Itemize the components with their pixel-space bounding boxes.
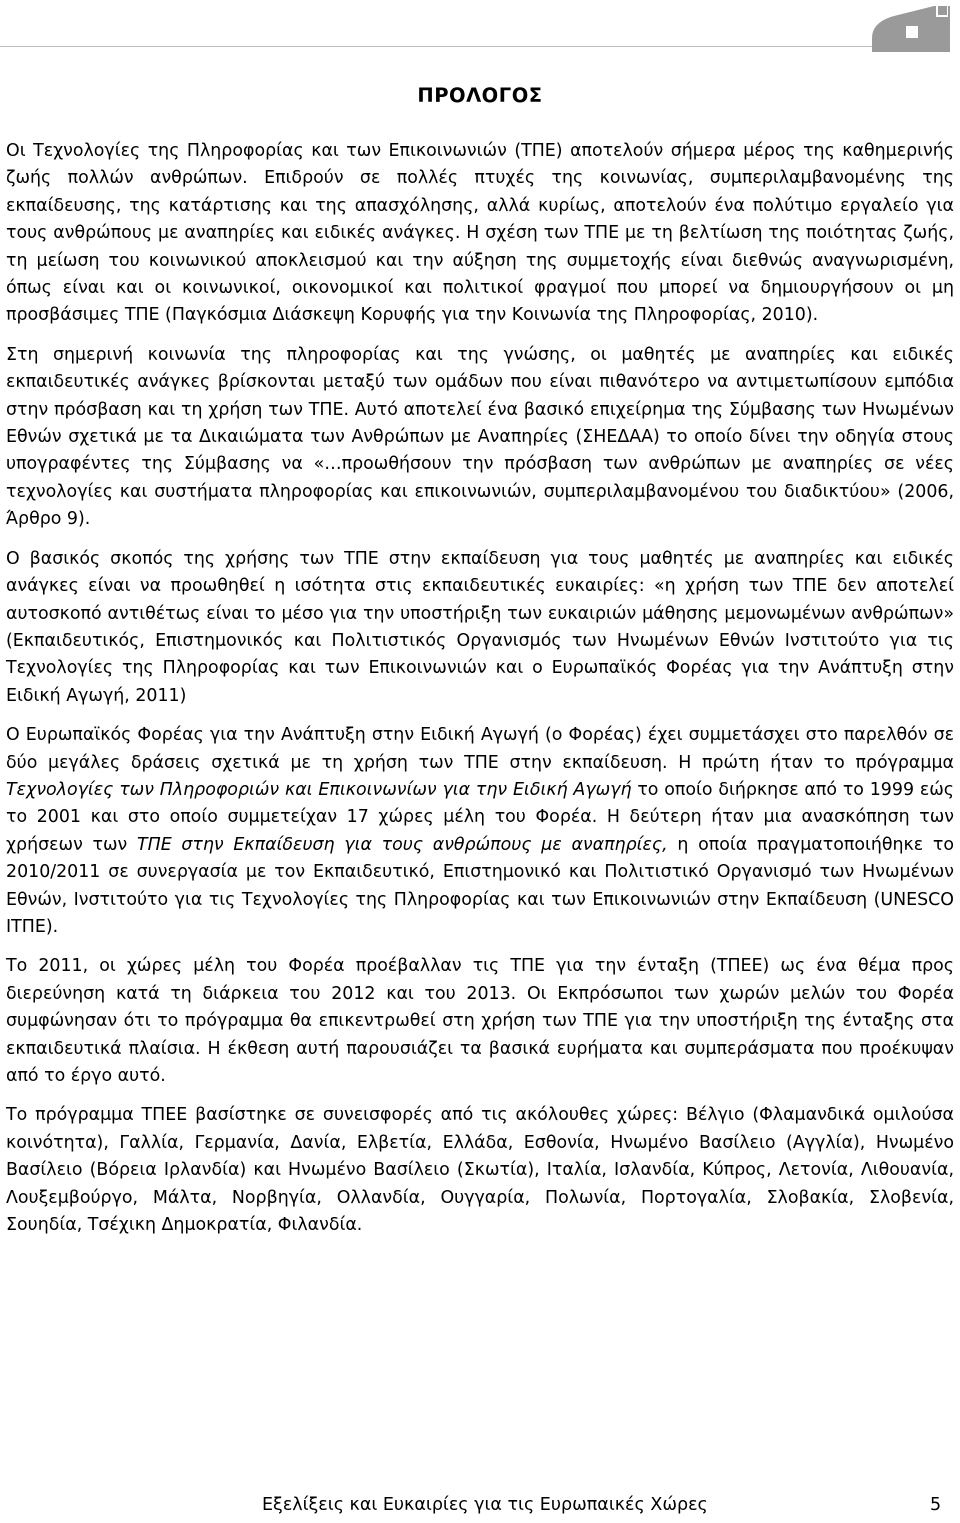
text-run: Το 2011, οι χώρες μέλη του Φορέα προέβαλλαν τις ΤΠΕ για την ένταξη (ΤΠΕΕ) ως ένα θέμα προς διερεύνηση κατά τη διάρκεια του 2012 και του 2013. Οι Εκπρόσωποι των χωρών μελών του Φορέα συμφώνησαν ότι το πρόγραμμα θα επικεντρωθεί στη χρήση των ΤΠΕ για την υποστήριξη της ένταξης στα εκπαιδευτικά πλαίσια. Η έκθεση αυτή παρουσιάζει τα βασικά ευρήματα και συμπεράσματα που προέκυψαν από το έργο αυτό. bbox=[6, 956, 954, 1086]
italic-title: Τεχνολογίες των Πληροφοριών και Επικοινωνίων για την Ειδική Αγωγή bbox=[6, 779, 632, 800]
page-title: ΠΡΟΛΟΓΟΣ bbox=[417, 84, 543, 107]
text-run: Το πρόγραμμα ΤΠΕΕ βασίστηκε σε συνεισφορές από τις ακόλουθες χώρες: Βέλγιο (Φλαμανδικά ομιλούσα κοινότητα), Γαλλία, Γερμανία, Δανία, Ελβετία, Ελλάδα, Εσθονία, Ηνωμένο Βασίλειο (Αγγλία), Ηνωμένο Βασίλειο (Βόρεια Ιρλανδία) και Ηνωμένο Βασίλειο (Σκωτία), Ιταλία, Ισλανδία, Κύπρος, Λετονία, Λιθουανία, Λουξεμβούργο, Μάλτα, Νορβηγία, Ολλανδία, Ουγγαρία, Πολωνία, Πορτογαλία, Σλοβακία, Σλοβενία, Σουηδία, Τσέχικη Δημοκρατία, Φιλανδία. bbox=[6, 1105, 954, 1236]
footer-title: Εξελίξεις και Ευκαιρίες για τις Ευρωπαικές Χώρες bbox=[262, 1495, 708, 1515]
agency-logo-icon bbox=[864, 0, 954, 52]
text-run: η οποία πραγματοποιήθηκε το 2010/2011 σε συνεργασία με τον Εκπαιδευτικό, Επιστημονικό και Πολιτιστικό Οργανισμό των Ηνωμένων Εθνών, Ινστιτούτο για τις Τεχνολογίες της Πληροφορίας και των Επικοινωνιών στην Εκπαίδευση (UNESCO ΙΤΠΕ). bbox=[6, 834, 955, 937]
italic-title: ΤΠΕ στην Εκπαίδευση για τους ανθρώπους με αναπηρίες, bbox=[137, 834, 668, 855]
paragraph bbox=[6, 722, 954, 941]
text-run: Ο βασικός σκοπός της χρήσης των ΤΠΕ στην εκπαίδευση για τους μαθητές με αναπηρίες και ειδικές ανάγκες είναι να προωθηθεί η ισότητα στις εκπαιδευτικές ευκαιρίες: «η χρήση των ΤΠΕ δεν αποτελεί αυτοσκοπό αντιθέτως είναι το μέσο για την υποστήριξη των ευκαιριών μάθησης μεμονωμένων ανθρώπων» (Εκπαιδευτικός, Επιστημονικός και Πολιτιστικός Οργανισμός των Ηνωμένων Εθνών Ινστιτούτο για τις Τεχνολογίες της Πληροφορίας και των Επικοινωνιών και ο Ευρωπαϊκός Φορέας για την Ανάπτυξη στην Ειδική Αγωγή, 2011) bbox=[6, 548, 954, 706]
paragraph bbox=[6, 953, 954, 1090]
paragraph bbox=[6, 546, 954, 710]
page-number: 5 bbox=[930, 1495, 942, 1515]
text-run: το οποίο διήρκησε από το 1999 εώς το 2001 και στο οποίο συμμετείχαν 17 χώρες μέλη του Φορέα. Η δεύτερη ήταν μια ανασκόπηση των χρήσεων των bbox=[6, 779, 954, 855]
paragraph bbox=[6, 1102, 954, 1239]
text-run: Στη σημερινή κοινωνία της πληροφορίας και της γνώσης, οι μαθητές με αναπηρίες και ειδικές εκπαιδευτικές ανάγκες βρίσκονται μεταξύ των ομάδων που είναι πιθανότερο να αντιμετωπίσουν εμπόδια στην πρόσβαση και τη χρήση των ΤΠΕ. Αυτό αποτελεί ένα βασικό επιχείρημα της Σύμβασης των Ηνωμένων Εθνών σχετικά με τα Δικαιώματα των Ανθρώπων με Αναπηρίες (ΣΗΕΔΑΑ) το οποίο δίνει την οδηγία στους υπογραφέντες της Σύμβασης να «…προωθήσουν την πρόσβαση των ανθρώπων με αναπηρίες σε νέες τεχνολογίες και συστήματα πληροφορίας και επικοινωνιών, συμπεριλαμβανομένου του διαδικτύου» (2006, Άρθρο 9). bbox=[6, 344, 954, 530]
body-text bbox=[6, 138, 954, 1251]
paragraph bbox=[6, 138, 954, 330]
header-rule bbox=[0, 46, 900, 47]
paragraph bbox=[6, 342, 954, 534]
text-run: Ο Ευρωπαϊκός Φορέας για την Ανάπτυξη στην Ειδική Αγωγή (ο Φορέας) έχει συμμετάσχει στο παρελθόν σε δύο μεγάλες δράσεις σχετικά με τη χρήση των ΤΠΕ στην εκπαίδευση. Η πρώτη ήταν το πρόγραμμα bbox=[6, 725, 954, 773]
text-run: Οι Τεχνολογίες της Πληροφορίας και των Επικοινωνιών (ΤΠΕ) αποτελούν σήμερα μέρος της καθημερινής ζωής πολλών ανθρώπων. Επιδρούν σε πολλές πτυχές της κοινωνίας, συμπεριλαμβανομένης της εκπαίδευσης, της κατάρτισης και της απασχόλησης, αλλά κυρίως, αποτελούν ένα πολύτιμο εργαλείο για τους ανθρώπους με αναπηρίες και ειδικές ανάγκες. Η σχέση των ΤΠΕ με τη βελτίωση της ποιότητας ζωής, τη μείωση του κοινωνικού αποκλεισμού και την αύξηση της συμμετοχής είναι διεθνώς αναγνωρισμένη, όπως είναι και οι κοινωνικοί, οικονομικοί και πολιτικοί φραγμοί που μπορεί να δημιουργήσουν οι μη προσβάσιμες ΤΠΕ (Παγκόσμια Διάσκεψη Κορυφής για την Κοινωνία της Πληροφορίας, 2010). bbox=[6, 141, 954, 326]
